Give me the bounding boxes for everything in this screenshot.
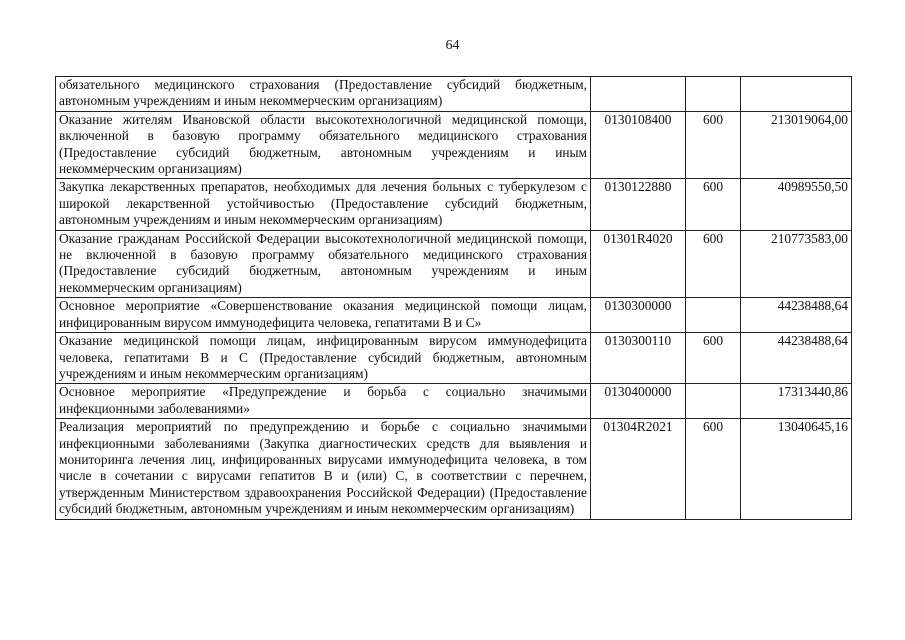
row-name: Закупка лекарственных препаратов, необходимых для лечения больных с туберкулезом с широкой лекарственной устойчивостью (Предоставление субсидий бюджетным, автономным учреждениям и иным некоммерческим организациям): [56, 179, 591, 230]
row-expense-type: [686, 384, 741, 419]
row-target-code: 01304R2021: [591, 419, 686, 519]
row-sum: 40989550,50: [741, 179, 852, 230]
row-target-code: 0130300000: [591, 298, 686, 333]
row-name: Оказание гражданам Российской Федерации высокотехнологичной медицинской помощи, не включенной в базовую программу обязательного медицинского страхования (Предоставление субсидий бюджетным, автономным учреждениям и иным некоммерческим организациям): [56, 230, 591, 298]
row-target-code: 0130400000: [591, 384, 686, 419]
row-expense-type: 600: [686, 333, 741, 384]
row-name: Основное мероприятие «Предупреждение и борьба с социально значимыми инфекционными заболеваниями»: [56, 384, 591, 419]
page-number: 64: [445, 38, 460, 53]
row-name: Реализация мероприятий по предупреждению и борьбе с социально значимыми инфекционными заболеваниями (Закупка диагностических средств для выявления и мониторинга лечения лиц, инфицированных вирусами иммунодефицита человека, в том числе в сочетании с вирусами гепатитов В и (или) С, в соответствии с перечнем, утвержденным Министерством здравоохранения Российской Федерации) (Предоставление субсидий бюджетным, автономным учреждениям и иным некоммерческим организациям): [56, 419, 591, 519]
table-row: [56, 419, 852, 519]
row-target-code: 01301R4020: [591, 230, 686, 298]
row-target-code: 0130108400: [591, 111, 686, 179]
row-name: Основное мероприятие «Совершенствование оказания медицинской помощи лицам, инфицированным вирусом иммунодефицита человека, гепатитами В и С»: [56, 298, 591, 333]
table-row: [56, 111, 852, 179]
row-target-code: 0130122880: [591, 179, 686, 230]
row-sum: 13040645,16: [741, 419, 852, 519]
row-sum: 44238488,64: [741, 333, 852, 384]
table-row: [56, 298, 852, 333]
row-expense-type: 600: [686, 419, 741, 519]
row-expense-type: 600: [686, 111, 741, 179]
table-row: [56, 384, 852, 419]
row-expense-type: 600: [686, 230, 741, 298]
table-row: [56, 77, 852, 112]
row-name: Оказание медицинской помощи лицам, инфицированным вирусом иммунодефицита человека, гепатитами В и С (Предоставление субсидий бюджетным, автономным учреждениям и иным некоммерческим организациям): [56, 333, 591, 384]
table-row: [56, 230, 852, 298]
row-name: Оказание жителям Ивановской области высокотехнологичной медицинской помощи, включенной в базовую программу обязательного медицинского страхования (Предоставление субсидий бюджетным, автономным учреждениям и иным некоммерческим организациям): [56, 111, 591, 179]
row-sum: 17313440,86: [741, 384, 852, 419]
row-expense-type: 600: [686, 179, 741, 230]
row-target-code: [591, 77, 686, 112]
table-row: [56, 333, 852, 384]
row-sum: 213019064,00: [741, 111, 852, 179]
row-name: обязательного медицинского страхования (Предоставление субсидий бюджетным, автономным учреждениям и иным некоммерческим организациям): [56, 77, 591, 112]
row-expense-type: [686, 77, 741, 112]
table-row: [56, 179, 852, 230]
row-sum: 210773583,00: [741, 230, 852, 298]
row-target-code: 0130300110: [591, 333, 686, 384]
row-sum: [741, 77, 852, 112]
budget-table: [55, 76, 852, 520]
row-expense-type: [686, 298, 741, 333]
row-sum: 44238488,64: [741, 298, 852, 333]
